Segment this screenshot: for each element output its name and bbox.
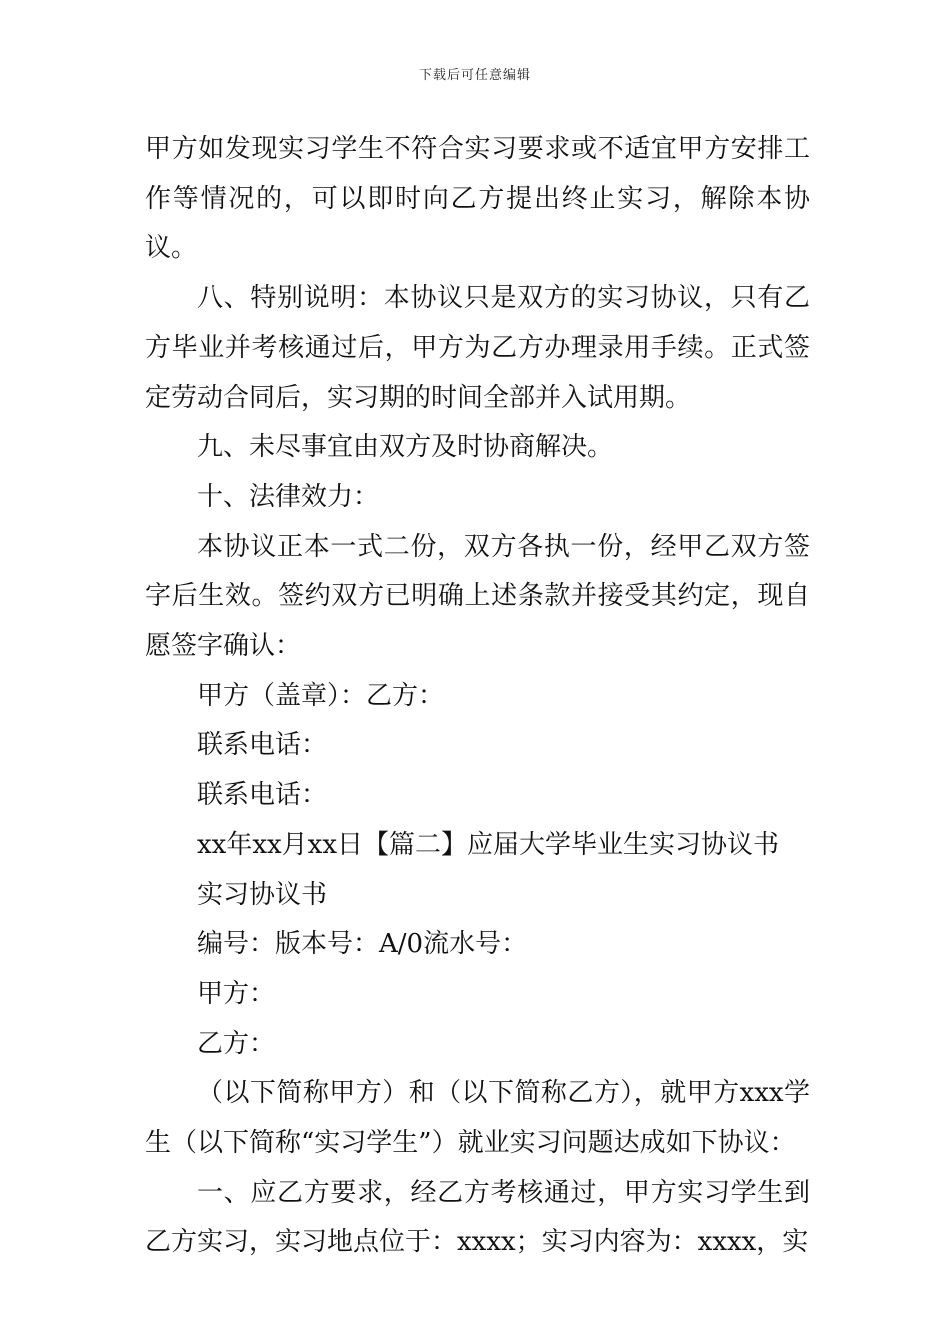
paragraph: xx年xx月xx日【篇二】应届大学毕业生实习协议书 bbox=[197, 829, 779, 860]
paragraph: 九、未尽事宜由双方及时协商解决。 bbox=[197, 432, 614, 463]
paragraph: 本协议正本一式二份，双方各执一份，经甲乙双方签字后生效。签约双方已明确上述条款并接受其约定，现自愿签字确认： bbox=[145, 531, 810, 662]
paragraph: 编号：版本号：A/0流水号： bbox=[197, 929, 528, 960]
paragraph: 十、法律效力： bbox=[197, 481, 380, 512]
paragraph: 甲方如发现实习学生不符合实习要求或不适宜甲方安排工作等情况的，可以即时向乙方提出终止实习，解除本协议。 bbox=[145, 134, 810, 264]
paragraph: 乙方： bbox=[197, 1028, 276, 1059]
paragraph: 联系电话： bbox=[197, 730, 328, 761]
paragraph: 甲方： bbox=[197, 978, 276, 1009]
paragraph: 联系电话： bbox=[197, 780, 328, 811]
paragraph: （以下简称甲方）和（以下简称乙方），就甲方xxx学生（以下简称“实习学生”）就业实习问题达成如下协议： bbox=[145, 1078, 810, 1159]
paragraph: 甲方（盖章）：乙方： bbox=[197, 680, 445, 711]
paragraph: 八、特别说明：本协议只是双方的实习协议，只有乙方毕业并考核通过后，甲方为乙方办理录用手续。正式签定劳动合同后，实习期的时间全部并入试用期。 bbox=[145, 283, 810, 413]
page-header-note: 下载后可任意编辑 bbox=[418, 68, 531, 83]
document-body bbox=[145, 125, 810, 1268]
paragraph: 实习协议书 bbox=[197, 879, 328, 910]
paragraph: 一、应乙方要求，经乙方考核通过，甲方实习学生到乙方实习，实习地点位于：xxxx；实习内容为：xxxx，实 bbox=[145, 1177, 810, 1258]
